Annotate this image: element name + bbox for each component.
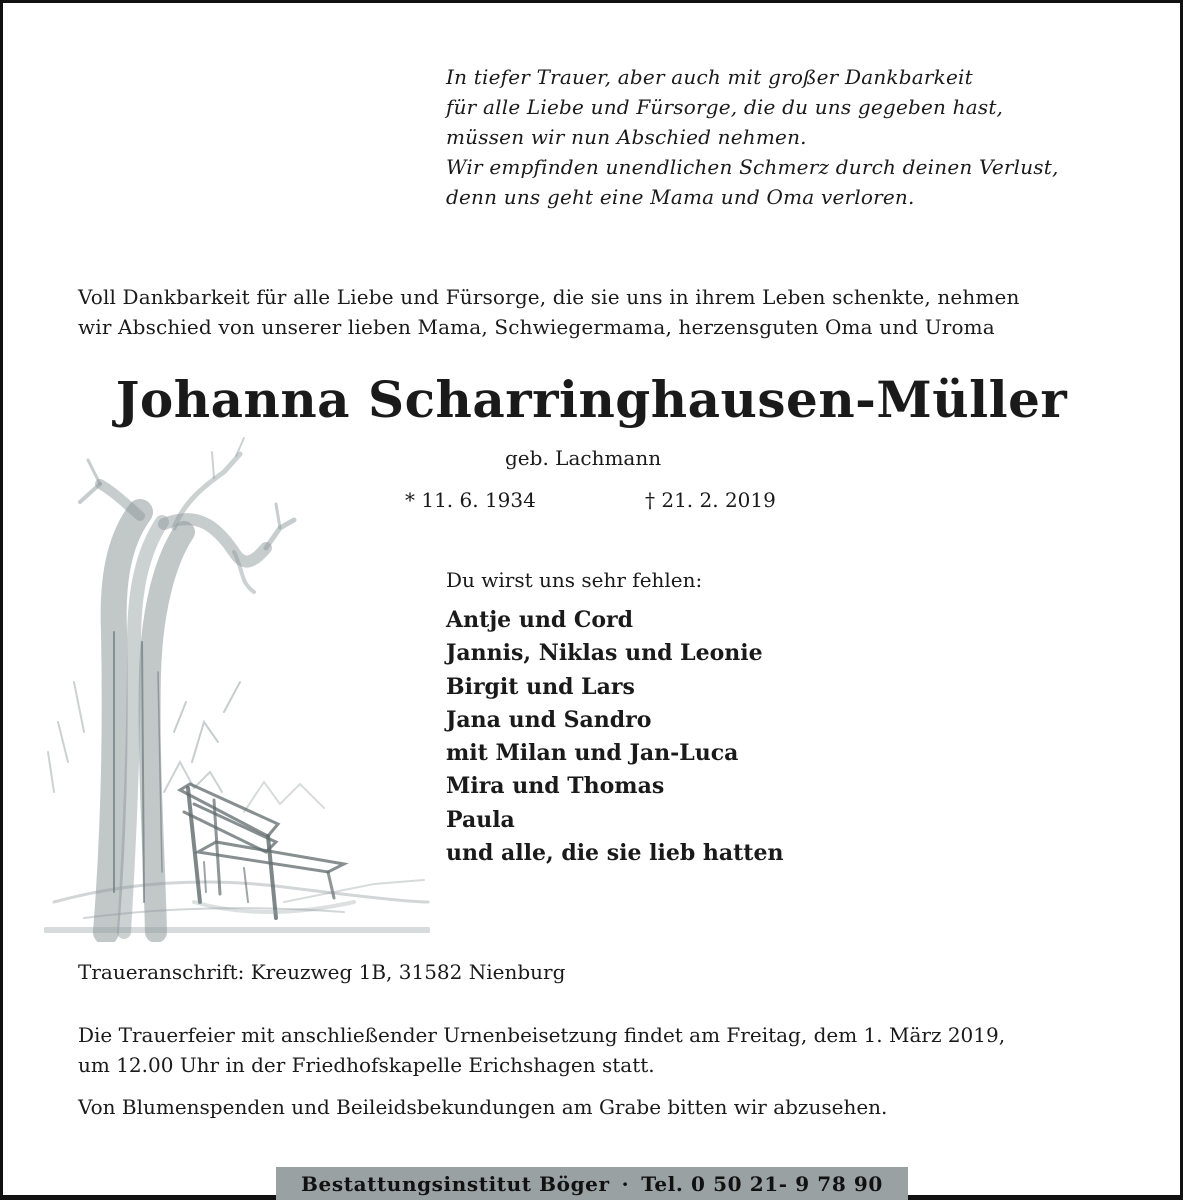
intro-text <box>78 282 1138 342</box>
intro-line: Voll Dankbarkeit für alle Liebe und Fürsorge, die sie uns in ihrem Leben schenkte, nehmen <box>78 285 1020 309</box>
poem <box>446 62 1146 212</box>
mourners-list <box>446 604 783 870</box>
intro-line: wir Abschied von unserer lieben Mama, Schwiegermama, herzensguten Oma und Uroma <box>78 315 995 339</box>
mourner-line: Mira und Thomas <box>446 773 665 800</box>
mourning-address: Traueranschrift: Kreuzweg 1B, 31582 Nienburg <box>78 960 566 984</box>
ceremony-info <box>78 1020 1138 1080</box>
mourners-intro: Du wirst uns sehr fehlen: <box>446 568 703 592</box>
deceased-name: Johanna Scharringhausen-Müller <box>115 370 1068 429</box>
funeral-home-footer <box>276 1167 908 1200</box>
poem-line: Wir empfinden unendlichen Schmerz durch deinen Verlust, <box>446 155 1059 179</box>
birth-name: geb. Lachmann <box>505 446 662 470</box>
tree-bench-sketch <box>44 432 430 942</box>
mourner-line: mit Milan und Jan-Luca <box>446 740 739 767</box>
mourner-line: Paula <box>446 806 515 833</box>
funeral-home-phone: Tel. 0 50 21- 9 78 90 <box>641 1172 883 1196</box>
mourner-line: Birgit und Lars <box>446 673 635 700</box>
mourner-line: und alle, die sie lieb hatten <box>446 840 784 867</box>
poem-line: für alle Liebe und Fürsorge, die du uns gegeben hast, <box>446 95 1004 119</box>
funeral-home-name: Bestattungsinstitut Böger <box>301 1172 610 1196</box>
mourner-line: Jana und Sandro <box>446 706 652 733</box>
poem-line: denn uns geht eine Mama und Oma verloren. <box>446 185 915 209</box>
poem-line: In tiefer Trauer, aber auch mit großer Dankbarkeit <box>446 65 973 89</box>
poem-line: müssen wir nun Abschied nehmen. <box>446 125 807 149</box>
birth-date: * 11. 6. 1934 <box>405 488 536 512</box>
mourner-line: Antje und Cord <box>446 607 634 633</box>
ceremony-line: Die Trauerfeier mit anschließender Urnenbeisetzung findet am Freitag, dem 1. März 2019, <box>78 1023 1006 1047</box>
mourner-line: Jannis, Niklas und Leonie <box>446 640 763 667</box>
ceremony-line: um 12.00 Uhr in der Friedhofskapelle Erichshagen statt. <box>78 1053 655 1077</box>
footer-separator: · <box>621 1172 630 1196</box>
flowers-note: Von Blumenspenden und Beileidsbekundungen am Grabe bitten wir abzusehen. <box>78 1095 888 1119</box>
death-date: † 21. 2. 2019 <box>645 488 776 512</box>
